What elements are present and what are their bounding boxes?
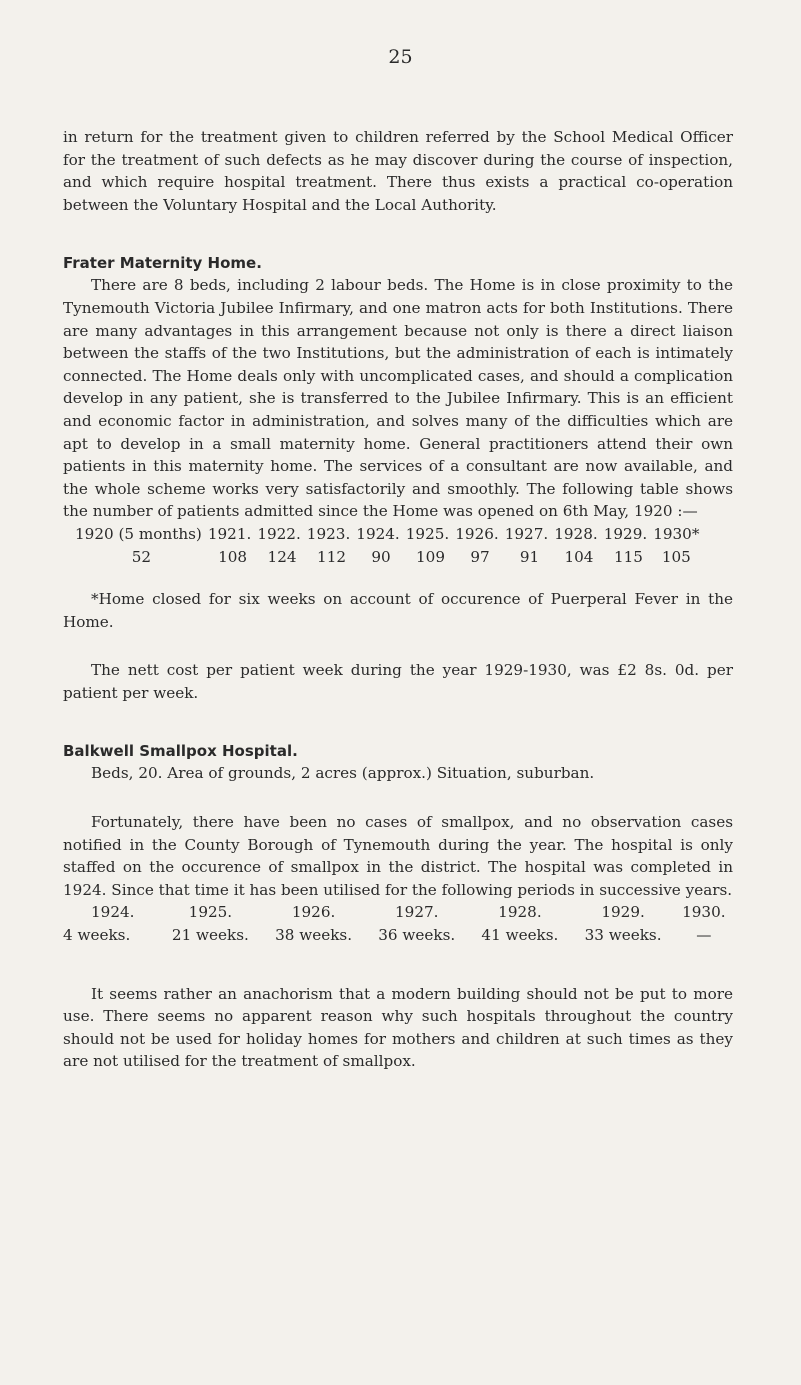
year-cell: 1923. [306, 524, 351, 543]
value-cell: 105 [661, 547, 691, 566]
value-cell: 90 [371, 547, 391, 566]
year-cell: 1928. [554, 524, 598, 543]
maternity-values-row [75, 546, 699, 569]
smallpox-utilisation-table [63, 901, 733, 946]
closing-paragraph: It seems rather an anachorism that a modern building should not be put to more use. There seems no apparent reason why such hospitals throughout the country should not be used for holiday homes for mothers and children at such times as they are not utilised for the treatment of smallpox. [63, 984, 733, 1071]
year-cell: 1925. [405, 524, 450, 543]
intro-paragraph: in return for the treatment given to children referred by the School Medical Officer for the treatment of such defects as he may discover during the course of inspection, and which require hospital treatment. There thus exists a practical co-operation between the Voluntary Hospital and the Local Authority. [63, 128, 733, 214]
year-cell: 1928. [498, 903, 542, 922]
value-cell: 109 [416, 547, 445, 566]
page-content [63, 126, 733, 1073]
year-cell: 1930* [653, 524, 700, 543]
year-cell: 1924. [356, 524, 400, 543]
value-cell: 124 [267, 547, 297, 566]
puerperal-footnote: *Home closed for six weeks on account of occurence of Puerperal Fever in the Home. [63, 590, 733, 631]
value-cell: 41 weeks. [481, 926, 559, 945]
value-cell: 52 [131, 547, 152, 566]
value-cell: 36 weeks. [378, 926, 456, 945]
value-cell: — [696, 926, 712, 945]
nett-cost-paragraph: The nett cost per patient week during the year 1929-1930, was £2 8s. 0d. per patient per week. [63, 661, 733, 702]
value-cell: 91 [519, 547, 540, 566]
value-cell: 108 [218, 547, 248, 566]
year-cell: 1925. [188, 903, 233, 922]
year-cell: 1926. [455, 524, 499, 543]
year-cell: 1929. [601, 903, 645, 922]
frater-body: There are 8 beds, including 2 labour beds. The Home is in close proximity to the Tynemouth Victoria Jubilee Infirmary, and one matron acts for both Institutions. There are many advantages in this arrangement because not only is there a direct liaison between the staffs of the two Institutions, but the administration of each is intimately connected. The Home deals only with uncomplicated cases, and should a complication develop in any patient, she is transferred to the Jubilee Infirmary. This is an efficient and economic factor in administration, and solves many of the difficulties which are apt to develop in a small maternity home. General practitioners attend their own patients in this maternity home. The services of a consultant are now available, and the whole scheme works very satisfactorily and smoothly. The following table shows the number of patients admitted since the Home was opened on 6th May, 1920 :— [63, 276, 733, 521]
year-cell: 1920 (5 months) [75, 524, 202, 543]
value-cell: 21 weeks. [171, 926, 249, 945]
year-cell: 1921. [207, 524, 252, 543]
value-cell: 4 weeks. [63, 926, 131, 945]
smallpox-values-row [63, 924, 733, 947]
value-cell: 104 [564, 547, 594, 566]
frater-heading: Frater Maternity Home. [63, 254, 262, 273]
maternity-admissions-table [75, 523, 699, 568]
balkwell-summary: Beds, 20. Area of grounds, 2 acres (approx.) Situation, suburban. [91, 764, 595, 783]
year-cell: 1922. [257, 524, 301, 543]
year-cell: 1926. [291, 903, 336, 922]
year-cell: 1930. [682, 903, 726, 922]
smallpox-years-row [63, 901, 733, 924]
value-cell: 97 [470, 547, 490, 566]
year-cell: 1927. [504, 524, 549, 543]
year-cell: 1924. [91, 903, 135, 922]
year-cell: 1927. [395, 903, 439, 922]
balkwell-heading: Balkwell Smallpox Hospital. [63, 742, 298, 761]
value-cell: 112 [317, 547, 347, 566]
year-cell: 1929. [603, 524, 648, 543]
value-cell: 115 [613, 547, 643, 566]
maternity-years-row [75, 523, 699, 546]
balkwell-body: Fortunately, there have been no cases of smallpox, and no observation cases notified in the County Borough of Tynemouth during the year. The hospital is only staffed on the occurence of smallpox in the district. The hospital was completed in 1924. Since that time it has been utilised for the following periods in successive years. [63, 813, 733, 899]
value-cell: 33 weeks. [584, 926, 662, 945]
page-number: 25 [388, 46, 413, 68]
value-cell: 38 weeks. [275, 926, 353, 945]
